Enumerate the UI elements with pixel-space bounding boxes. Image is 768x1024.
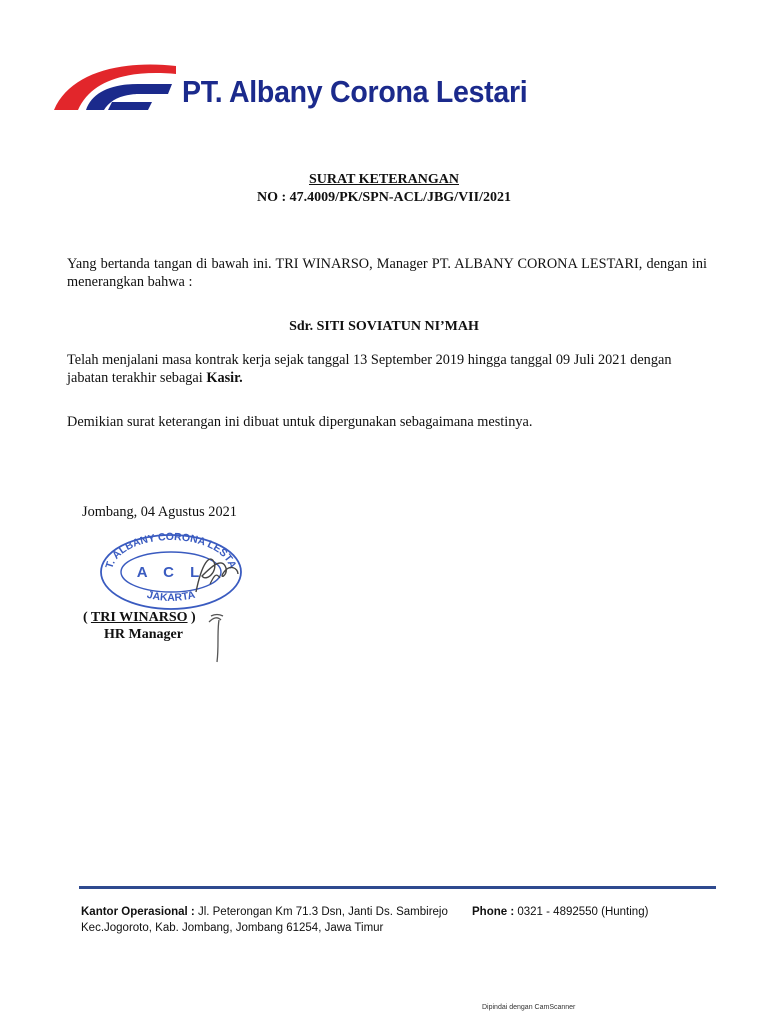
footer-phone-value: 0321 - 4892550 (Hunting) [514, 906, 649, 918]
company-name: PT. Albany Corona Lestari [182, 74, 528, 109]
scanner-watermark: Dipindai dengan CamScanner [482, 1004, 576, 1011]
signatory-name-text: TRI WINARSO [90, 610, 188, 625]
body-position: Kasir. [206, 370, 243, 386]
signature-stroke-icon [207, 612, 229, 664]
stamp-text-top: T. ALBANY CORONA LESTA [103, 532, 239, 571]
body-paragraph [67, 351, 707, 387]
signatory-name [83, 610, 196, 626]
signatory-title: HR Manager [104, 627, 183, 642]
intro-paragraph: Yang bertanda tangan di bawah ini. TRI WINARSO, Manager PT. ALBANY CORONA LESTARI, dengan ini menerangkan bahwa : [67, 256, 707, 290]
footer-phone [472, 906, 648, 918]
footer-office-line2: Kec.Jogoroto, Kab. Jombang, Jombang 61254, Jawa Timur [81, 922, 384, 934]
company-logo-icon [52, 58, 178, 118]
footer-office-line1: Jl. Peterongan Km 71.3 Dsn, Janti Ds. Sambirejo [194, 906, 448, 918]
letter-number: NO : 47.4009/PK/SPN-ACL/JBG/VII/2021 [257, 190, 511, 205]
stamp-text-center: A C L [136, 564, 206, 581]
letter-title: SURAT KETERANGAN [308, 172, 459, 187]
closing-paragraph: Demikian surat keterangan ini dibuat untuk dipergunakan sebagaimana mestinya. [67, 414, 533, 430]
footer-divider [79, 886, 716, 889]
stamp-text-bottom: JAKARTA [145, 588, 197, 604]
footer-phone-label: Phone : [472, 906, 515, 918]
company-stamp-icon [98, 532, 244, 612]
body-main-text: Telah menjalani masa kontrak kerja sejak tanggal 13 September 2019 hingga tanggal 09 Juli 2021 dengan jabatan terakhir sebagai [67, 352, 672, 386]
svg-text:JAKARTA [146, 589, 197, 604]
signatory-name-close: ) [187, 610, 196, 625]
signatory-name-open: ( [83, 610, 91, 625]
footer-office-address [81, 906, 448, 918]
subject-name: Sdr. SITI SOVIATUN NI’MAH [289, 319, 479, 334]
footer-office-label: Kantor Operasional : [81, 906, 195, 918]
place-date: Jombang, 04 Agustus 2021 [82, 504, 237, 520]
